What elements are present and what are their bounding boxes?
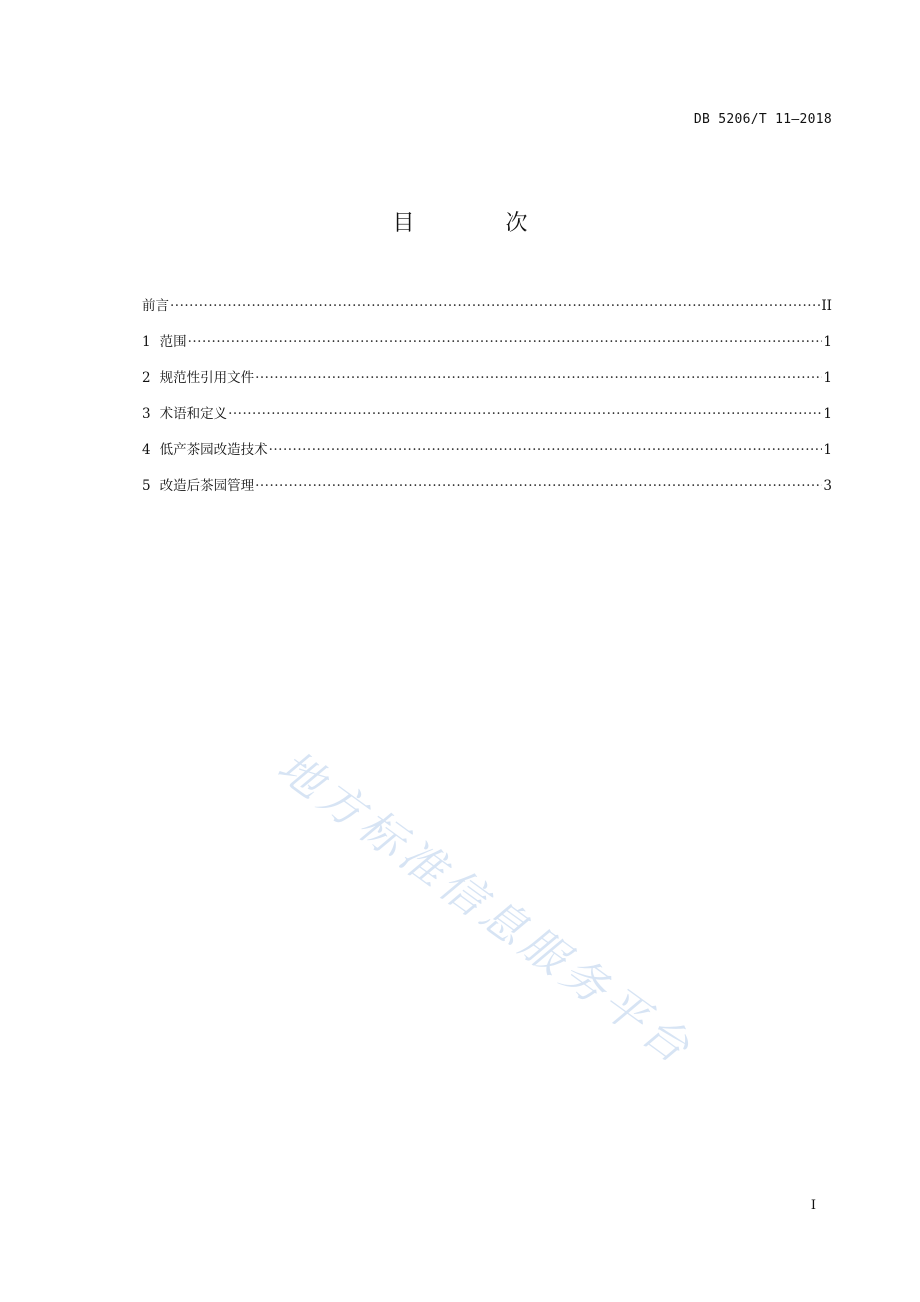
toc-entry-label: 范围 xyxy=(159,334,187,350)
toc-entry-scope[interactable] xyxy=(142,332,832,368)
toc-entry-page: 3 xyxy=(823,478,832,494)
toc-leader-dots xyxy=(188,332,823,352)
toc-entry-label: 改造后茶园管理 xyxy=(159,478,255,494)
toc-entry-number: 3 xyxy=(142,406,151,422)
toc-entry-foreword[interactable] xyxy=(142,296,832,332)
toc-entry-label: 前言 xyxy=(142,298,169,314)
toc-leader-dots xyxy=(228,404,822,424)
toc-leader-dots xyxy=(255,476,822,496)
toc-entry-number: 1 xyxy=(142,334,151,350)
toc-entry-page: II xyxy=(821,298,832,314)
toc-entry-normative-references[interactable] xyxy=(142,368,832,404)
watermark: 地方标准信息服务平台 xyxy=(268,741,703,1077)
toc-entry-renovation-techniques[interactable] xyxy=(142,440,832,476)
toc-entry-label: 规范性引用文件 xyxy=(159,370,255,386)
toc-entry-page: 1 xyxy=(823,442,832,458)
toc-entry-page: 1 xyxy=(823,370,832,386)
toc-leader-dots xyxy=(255,368,822,388)
standard-code: DB 5206/T 11—2018 xyxy=(693,112,832,127)
toc-entry-page: 1 xyxy=(823,334,832,350)
toc-leader-dots xyxy=(170,296,820,316)
toc-entry-number: 5 xyxy=(142,478,151,494)
toc-entry-number: 2 xyxy=(142,370,151,386)
toc-entry-label: 低产茶园改造技术 xyxy=(159,442,268,458)
toc-entry-page: 1 xyxy=(823,406,832,422)
toc-entry-terms-definitions[interactable] xyxy=(142,404,832,440)
toc-entry-label: 术语和定义 xyxy=(159,406,228,422)
page-number: I xyxy=(810,1198,816,1213)
toc-entry-number: 4 xyxy=(142,442,151,458)
toc-leader-dots xyxy=(269,440,823,460)
table-of-contents xyxy=(142,296,832,512)
page-title: 目 次 xyxy=(392,211,570,236)
toc-entry-post-renovation-management[interactable] xyxy=(142,476,832,512)
